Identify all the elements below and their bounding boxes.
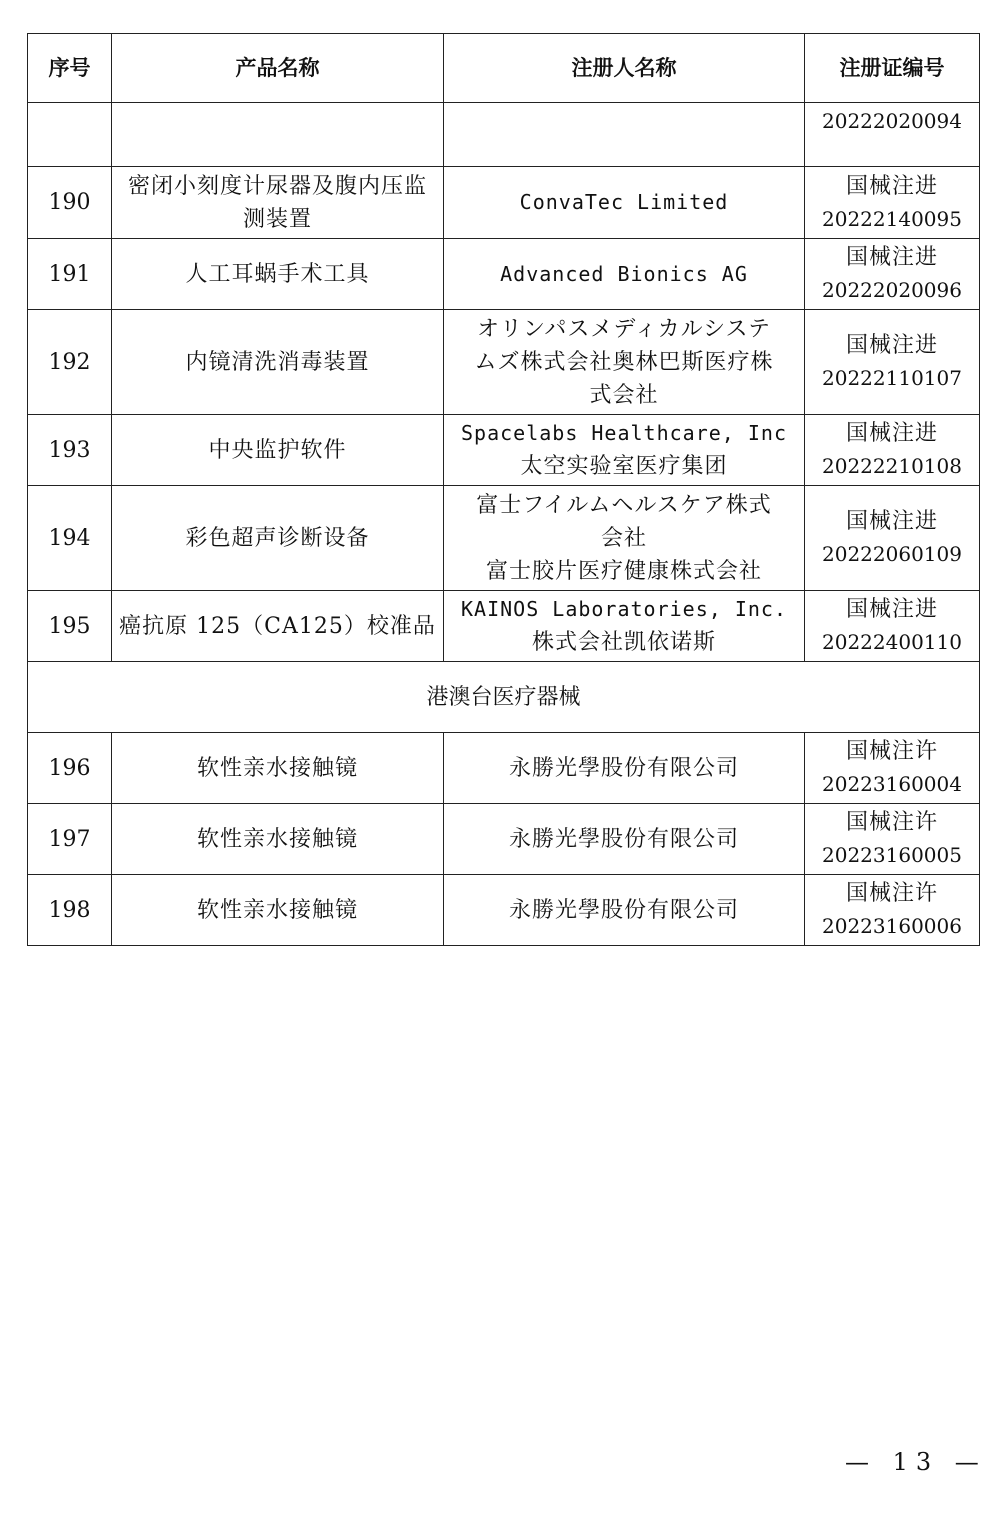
cert-code: 20222020094 (822, 109, 962, 133)
cell-registrant (444, 804, 805, 875)
header-row (28, 34, 980, 103)
registrant-line: 富士胶片医疗健康株式会社 (485, 558, 762, 584)
registrant-line: 株式会社凯依诺斯 (531, 630, 716, 655)
product-line: 人工耳蜗手术工具 (185, 261, 370, 287)
cell-seq: 193 (28, 415, 112, 486)
cell-seq: 195 (28, 591, 112, 662)
header-registrant: 注册人名称 (444, 34, 805, 103)
table-row-continued (28, 103, 980, 167)
table-row (28, 875, 980, 946)
cert-prefix: 国械注进 (845, 509, 938, 534)
cell-cert (805, 591, 980, 662)
registrant-line: ConvaTec Limited (519, 190, 729, 214)
cert-code: 20223160006 (822, 914, 962, 938)
registrant-line: 会社 (600, 525, 647, 551)
registrant-line: Advanced Bionics AG (500, 261, 748, 286)
cell-seq (28, 103, 112, 167)
product-line: 彩色超声诊断设备 (185, 525, 370, 551)
cell-product (112, 591, 444, 662)
product-line: 软性亲水接触镜 (196, 826, 358, 852)
cert-prefix: 国械注进 (845, 173, 938, 199)
cert-prefix: 国械注进 (845, 421, 938, 446)
cell-registrant (444, 591, 805, 662)
registrant-line: 永勝光學股份有限公司 (508, 826, 739, 852)
cell-product (112, 310, 444, 415)
cert-code: 20223160004 (822, 772, 962, 796)
product-line: 测装置 (242, 206, 312, 232)
cell-product (112, 415, 444, 486)
cert-code: 20222400110 (822, 630, 962, 654)
registrant-line: 富士フイルムヘルスケア株式 (476, 492, 772, 518)
cell-product (112, 486, 444, 591)
product-line: 癌抗原 125（CA125）校准品 (119, 613, 436, 639)
table-row (28, 733, 980, 804)
registrant-line: 永勝光學股份有限公司 (508, 897, 739, 923)
cell-seq: 192 (28, 310, 112, 415)
cert-prefix: 国械注许 (845, 881, 938, 906)
cell-product (112, 239, 444, 310)
section-row (28, 662, 980, 733)
cert-code: 20222140095 (822, 206, 962, 231)
cell-product (112, 733, 444, 804)
registrant-line: 太空实验室医疗集团 (520, 454, 728, 479)
cell-product (112, 103, 444, 167)
cell-cert (805, 167, 980, 239)
cell-cert (805, 486, 980, 591)
cell-cert (805, 804, 980, 875)
cert-prefix: 国械注进 (845, 245, 938, 270)
product-line: 软性亲水接触镜 (196, 755, 358, 781)
registration-table (27, 33, 980, 946)
cert-code: 20222020096 (822, 278, 962, 302)
product-line: 软性亲水接触镜 (196, 897, 358, 923)
registrant-line: KAINOS Laboratories, Inc. (460, 597, 788, 621)
cell-seq: 197 (28, 804, 112, 875)
table-row (28, 167, 980, 239)
registrant-line: ムズ株式会社奥林巴斯医疗株 (474, 349, 774, 375)
cert-prefix: 国械注许 (845, 810, 938, 835)
table-row (28, 239, 980, 310)
cell-cert (805, 415, 980, 486)
section-title: 港澳台医疗器械 (28, 662, 980, 733)
cell-cert (805, 103, 980, 167)
cert-code: 20222060109 (822, 542, 962, 566)
header-product: 产品名称 (112, 34, 444, 103)
cell-cert (805, 239, 980, 310)
header-seq: 序号 (28, 34, 112, 103)
cell-seq: 191 (28, 239, 112, 310)
table-row (28, 486, 980, 591)
product-line: 密闭小刻度计尿器及腹内压监 (127, 173, 427, 199)
cert-code: 20222210108 (822, 454, 962, 478)
cell-registrant (444, 875, 805, 946)
cell-registrant (444, 415, 805, 486)
cert-code: 20223160005 (822, 843, 962, 867)
cell-cert (805, 310, 980, 415)
registrant-line: 永勝光學股份有限公司 (508, 755, 739, 781)
cell-registrant (444, 486, 805, 591)
cell-product (112, 167, 444, 239)
registrant-line: 式会社 (589, 382, 659, 408)
registrant-line: Spacelabs Healthcare, Inc (460, 421, 788, 445)
table-row (28, 591, 980, 662)
cell-product (112, 875, 444, 946)
table-row (28, 804, 980, 875)
cert-prefix: 国械注进 (845, 333, 938, 358)
cell-registrant (444, 239, 805, 310)
page-number: — 13 — (845, 1448, 987, 1476)
cert-prefix: 国械注许 (845, 739, 938, 764)
cell-seq: 198 (28, 875, 112, 946)
cert-prefix: 国械注进 (845, 597, 938, 622)
cell-seq: 194 (28, 486, 112, 591)
cell-registrant (444, 103, 805, 167)
table-row (28, 310, 980, 415)
cell-seq: 190 (28, 167, 112, 239)
cell-cert (805, 733, 980, 804)
cell-product (112, 804, 444, 875)
cell-seq: 196 (28, 733, 112, 804)
cell-registrant (444, 733, 805, 804)
product-line: 中央监护软件 (208, 437, 347, 463)
cert-code: 20222110107 (822, 366, 962, 390)
header-cert: 注册证编号 (805, 34, 980, 103)
product-line: 内镜清洗消毒装置 (185, 349, 370, 375)
cell-registrant (444, 310, 805, 415)
cell-cert (805, 875, 980, 946)
table-row (28, 415, 980, 486)
cell-registrant (444, 167, 805, 239)
registrant-line: オリンパスメディカルシステ (476, 316, 772, 342)
